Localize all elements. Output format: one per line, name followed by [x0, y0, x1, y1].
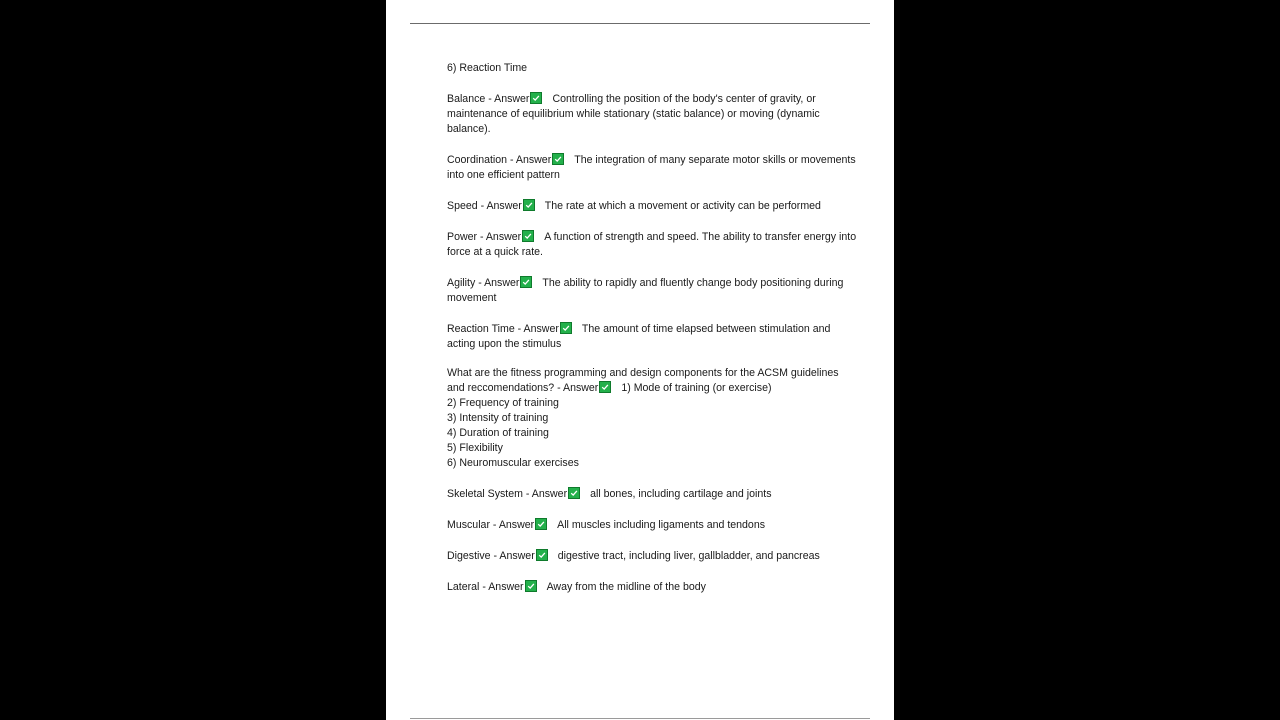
entry-term: Lateral -: [447, 581, 489, 593]
flashcard-entry: [447, 518, 857, 533]
lead-line: [447, 61, 857, 76]
list-item: 5) Flexibility: [447, 442, 503, 454]
answer-label: Answer: [531, 488, 568, 500]
checkmark-icon: [530, 92, 542, 104]
entry-definition: The integration of many separate motor skills or movements into one efficient pattern: [447, 154, 856, 181]
list-item: 3) Intensity of training: [447, 412, 549, 424]
list-item: 4) Duration of training: [447, 427, 549, 439]
flashcard-entry: [447, 580, 857, 595]
checkmark-icon: [552, 153, 564, 165]
flashcard-entry: [447, 487, 857, 502]
checkmark-icon: [568, 487, 580, 499]
entry-definition: All muscles including ligaments and tendons: [557, 519, 766, 531]
document-content: [447, 61, 857, 611]
entry-term: Digestive -: [447, 550, 500, 562]
list-item: 6) Neuromuscular exercises: [447, 457, 579, 469]
flashcard-entry: [447, 276, 857, 306]
entry-term: Agility -: [447, 277, 485, 289]
checkmark-icon: [599, 381, 611, 393]
flashcard-entry: [447, 153, 857, 183]
entry-definition: The rate at which a movement or activity can be performed: [544, 200, 821, 212]
checkmark-icon: [535, 518, 547, 530]
footer-rule: [410, 718, 870, 719]
flashcard-entry: [447, 230, 857, 260]
lead-line-text: 6) Reaction Time: [447, 62, 528, 74]
checkmark-icon: [525, 580, 537, 592]
answer-label: Answer: [494, 93, 530, 105]
checkmark-icon: [536, 549, 548, 561]
acsm-question-entry: [447, 366, 857, 471]
entry-term: Balance -: [447, 93, 495, 105]
document-page: [386, 0, 894, 720]
answer-label: Answer: [563, 382, 599, 394]
flashcard-entry: [447, 549, 857, 564]
checkmark-icon: [522, 230, 534, 242]
list-item: 1) Mode of training (or exercise): [621, 382, 772, 394]
entry-definition: digestive tract, including liver, gallbladder, and pancreas: [557, 550, 820, 562]
answer-label: Answer: [499, 550, 535, 562]
entry-term: What are the fitness programming and design components for the ACSM guidelines and reccomendations? -: [447, 367, 839, 394]
answer-label: Answer: [486, 200, 522, 212]
flashcard-entry: [447, 322, 857, 352]
entry-term: Coordination -: [447, 154, 516, 166]
entry-term: Power -: [447, 231, 486, 243]
answer-label: Answer: [515, 154, 552, 166]
entry-term: Speed -: [447, 200, 487, 212]
answer-label: Answer: [485, 231, 522, 243]
answer-label: Answer: [488, 581, 524, 593]
answer-label: Answer: [484, 277, 520, 289]
entry-definition: The ability to rapidly and fluently change body positioning during movement: [447, 277, 844, 304]
flashcard-entry: [447, 199, 857, 214]
flashcard-entry: [447, 92, 857, 137]
entry-term: Muscular -: [447, 519, 499, 531]
answer-label: Answer: [523, 323, 559, 335]
entry-definition: Controlling the position of the body's center of gravity, or maintenance of equilibrium while stationary (static balance) or moving (dynamic balance).: [447, 93, 820, 135]
entry-term: Reaction Time -: [447, 323, 524, 335]
header-rule: [410, 23, 870, 24]
checkmark-icon: [523, 199, 535, 211]
entry-term: Skeletal System -: [447, 488, 532, 500]
answer-label: Answer: [498, 519, 535, 531]
entry-definition: The amount of time elapsed between stimulation and acting upon the stimulus: [447, 323, 831, 350]
entry-definition: Away from the midline of the body: [546, 581, 706, 593]
entry-definition: all bones, including cartilage and joints: [590, 488, 772, 500]
list-item: 2) Frequency of training: [447, 397, 559, 409]
checkmark-icon: [560, 322, 572, 334]
checkmark-icon: [520, 276, 532, 288]
entry-definition: A function of strength and speed. The ability to transfer energy into force at a quick rate.: [447, 231, 857, 258]
